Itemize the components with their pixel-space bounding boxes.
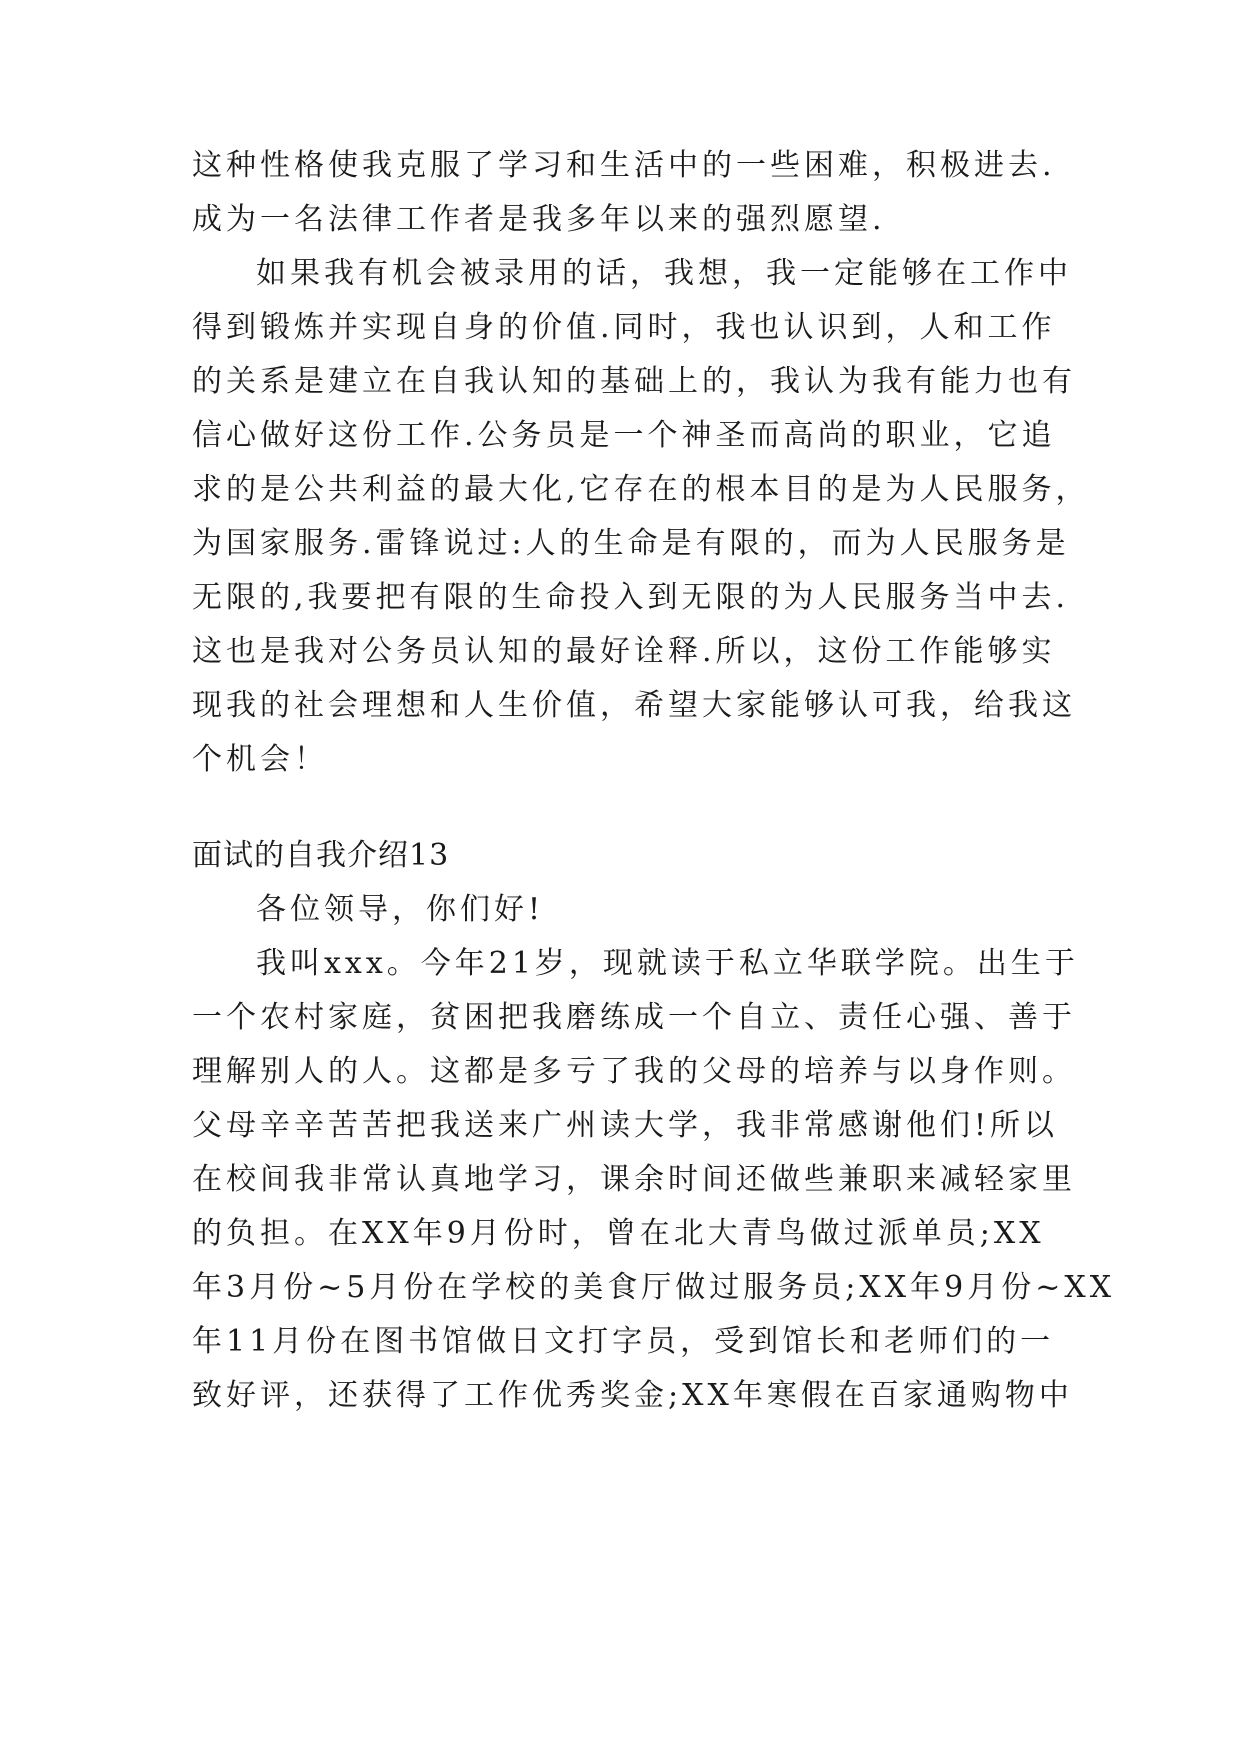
paragraph-line: 一个农村家庭，贫困把我磨练成一个自立、责任心强、善于 <box>192 1000 1076 1035</box>
paragraph-line: 年11月份在图书馆做日文打字员，受到馆长和老师们的一 <box>192 1324 1055 1359</box>
paragraph-line: 在校间我非常认真地学习，课余时间还做些兼职来减轻家里 <box>192 1162 1076 1197</box>
paragraph-line: 现我的社会理想和人生价值，希望大家能够认可我，给我这 <box>192 688 1076 723</box>
paragraph-line: 个机会！ <box>192 742 328 777</box>
paragraph-line: 致好评，还获得了工作优秀奖金;XX年寒假在百家通购物中 <box>192 1378 1073 1413</box>
paragraph-line: 无限的,我要把有限的生命投入到无限的为人民服务当中去. <box>192 580 1070 615</box>
paragraph-line: 理解别人的人。这都是多亏了我的父母的培养与以身作则。 <box>192 1054 1076 1089</box>
paragraph-line: 成为一名法律工作者是我多年以来的强烈愿望. <box>192 202 886 237</box>
paragraph-line: 信心做好这份工作.公务员是一个神圣而高尚的职业，它追 <box>192 418 1056 453</box>
paragraph-line: 我叫xxx。今年21岁，现就读于私立华联学院。出生于 <box>256 946 1079 981</box>
paragraph-line: 的关系是建立在自我认知的基础上的，我认为我有能力也有 <box>192 364 1076 399</box>
paragraph-line: 如果我有机会被录用的话，我想，我一定能够在工作中 <box>256 256 1072 291</box>
paragraph-line: 父母辛辛苦苦把我送来广州读大学，我非常感谢他们!所以 <box>192 1108 1059 1143</box>
paragraph-line: 为国家服务.雷锋说过:人的生命是有限的，而为人民服务是 <box>192 526 1070 561</box>
greeting-line: 各位领导，你们好! <box>256 892 545 927</box>
paragraph-line: 求的是公共利益的最大化,它存在的根本目的是为人民服务， <box>192 472 1090 507</box>
paragraph-line: 这种性格使我克服了学习和生活中的一些困难，积极进去. <box>192 148 1056 183</box>
paragraph-line: 的负担。在XX年9月份时，曾在北大青鸟做过派单员;XX <box>192 1216 1045 1251</box>
paragraph-line: 年3月份~5月份在学校的美食厅做过服务员;XX年9月份~XX <box>192 1270 1116 1305</box>
paragraph-line: 这也是我对公务员认知的最好诠释.所以，这份工作能够实 <box>192 634 1056 669</box>
paragraph-line: 得到锻炼并实现自身的价值.同时，我也认识到，人和工作 <box>192 310 1056 345</box>
section-title: 面试的自我介绍13 <box>192 838 450 873</box>
